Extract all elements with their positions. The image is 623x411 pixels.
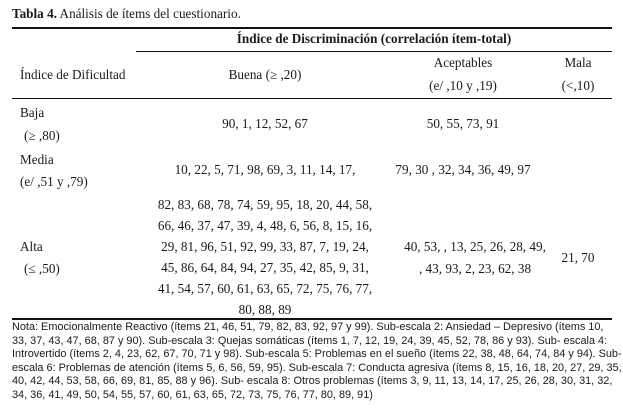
table-caption [12,6,241,22]
caption-text: Análisis de ítems del cuestionario. [59,6,241,21]
row-label-alta: Alta [20,239,43,254]
alta-buena-line: 29, 81, 96, 51, 92, 99, 33, 87, 7, 19, 24, [161,238,369,254]
baja-aceptables-items: 50, 55, 73, 91 [426,116,500,131]
col-header-aceptables-line1: Aceptables [433,55,493,70]
alta-buena-items [136,195,394,320]
table-footnote [12,321,622,403]
alta-aceptables-line1: 40, 53, , 13, 25, 26, 28, 49, [404,239,546,254]
alta-mala-items: 21, 70 [561,250,595,265]
row-range-baja: (≥ ,80) [24,128,60,143]
media-aceptables-items: 79, 30 , 32, 34, 36, 49, 97 [395,162,531,177]
alta-buena-line: 41, 54, 57, 60, 61, 63, 65, 72, 75, 76, 77, [157,280,373,296]
row-header-dificultad: Índice de Dificultad [20,67,126,82]
footnote-line: Introvertido (ítems 2, 4, 23, 62, 67, 70, 71 y 98). Sub-escala 5: Problemas en el sueño (ítems 22, 38, 48, 64, 74, 84 y 94). Sub- [12,348,622,361]
group-header-rule [136,51,612,52]
baja-buena-items: 90, 1, 12, 52, 67 [222,116,308,131]
alta-buena-line: 66, 46, 37, 47, 39, 4, 48, 6, 56, 8, 15, 16, [157,217,373,233]
table-bottom-rule [12,318,612,320]
media-buena-items: 10, 22, 5, 71, 98, 69, 3, 11, 14, 17, [174,162,356,177]
row-label-media: Media [20,152,54,167]
footnote-line: 33, 37, 43, 47, 68, 87 y 90). Sub-escala 3: Quejas somáticas (ítems 1, 7, 12, 19, 24, 39, 45, 52, 78, 86 y 93). Sub- escala 4: [12,334,608,347]
alta-buena-line: 82, 83, 68, 78, 74, 59, 95, 18, 20, 44, 58, [157,197,373,212]
row-range-alta: (≤ ,50) [24,261,60,276]
col-header-mala-line1: Mala [564,55,592,70]
row-range-media: (e/ ,51 y ,79) [20,174,88,189]
alta-aceptables-line2: , 43, 93, 2, 23, 62, 38 [418,261,532,276]
footnote-line: 34, 36, 41, 49, 50, 54, 55, 57, 60, 61, 63, 65, 72, 73, 75, 76, 77, 80, 89, 91) [12,388,373,401]
footnote-line: 40, 42, 44, 53, 58, 66, 69, 81, 85, 88 y 96). Sub- escala 8: Otros problemas (ítems 3, 9, 11, 13, 14, 17, 25, 26, 28, 30, 31, 32, [12,375,613,388]
alta-buena-line: 80, 88, 89 [238,301,292,317]
caption-label: Tabla 4. [12,6,57,21]
discrimination-group-header: Índice de Discriminación (correlación ítem-total) [236,31,512,46]
column-header-rule [12,98,612,99]
row-label-baja: Baja [20,105,45,120]
col-header-mala-line2: (<,10) [561,78,595,93]
footnote-line: escala 6: Problemas de atención (ítems 5, 6, 56, 59, 95). Sub-escala 7: Conducta agresiva (ítems 8, 15, 16, 18, 20, 27, 29, 35, [12,361,622,374]
alta-buena-line: 45, 86, 64, 84, 94, 27, 35, 42, 85, 9, 31, [161,259,369,275]
col-header-buena: Buena (≥ ,20) [228,67,302,82]
footnote-line: Nota: Emocionalmente Reactivo (ítems 21, 46, 51, 79, 82, 83, 92, 97 y 99). Sub-escala 2: Ansiedad – Depresivo (ítems 10, [12,321,604,333]
col-header-aceptables-line2: (e/ ,10 y ,19) [429,78,497,93]
